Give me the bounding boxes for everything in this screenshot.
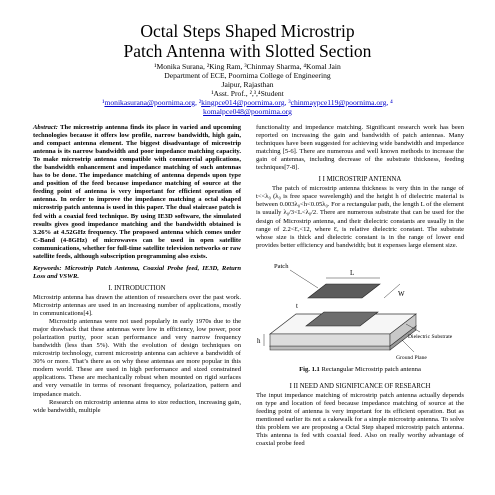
keywords-label: Keywords: bbox=[33, 264, 62, 272]
email-prefix-3: , ³ bbox=[284, 98, 291, 107]
ground-plane-front bbox=[270, 346, 390, 350]
introduction-paragraph-3: Research on microstrip antenna aims to size reduction, increasing gain, wide bandwidth, multiple bbox=[33, 398, 241, 414]
figure-caption-label: Fig. 1.1 bbox=[299, 365, 320, 373]
author-emails-line-2 bbox=[0, 107, 495, 116]
abstract-text: The microstrip antenna finds its place in varied and upcoming technologies because it offers low profile, narrow bandwidth, high gain, and compact antenna element. The biggest disadvantage of microstrip antenna is its narrow bandwidth and poor impedance matching capacity. To make microstrip antenna compatible with commercial applications, the bandwidth enhancement and impedance matching of such antennas has to be done. The impedance matching of antenna depends upon type and position of the feed because impedance matching of source at the feeding point of antenna is very important for efficient operation of antenna. In order to improve the impedance matching a octal shaped microstrip patch antenna is used in this paper. The dual staircase patch is fed with a coaxial feed technique. By using IE3D software, the simulated results gives good impedance matching and the bandwidth obtained is 3.26% at 4.52GHz frequency. The proposed antenna which comes under C-Band (4-8GHz) of microwaves can be used in open satellite communications, whether for full-time satellite television networks or raw satellite feeds, although subscription programming also exists. bbox=[33, 124, 241, 260]
email-link-2[interactable]: kingpce014@poornima.org bbox=[201, 98, 285, 107]
right-paragraph-1: functionality and impedance matching. Significant research work has been reported on increasing the gain and bandwidth of patch antennas. Many techniques have been suggested for achieving wide bandwidth and impedance matching [5-6]. There are numerous and well known methods to increase the gain of antennas, including decrease of the substrate thickness, feeding techniques[7-8]. bbox=[256, 124, 464, 172]
figure-caption bbox=[256, 366, 464, 374]
author-emails-line-1 bbox=[0, 98, 495, 107]
right-paragraph-3: The input impedance matching of microstrip patch antenna actually depends on type and location of feed because impedance matching of source at the feeding point of antenna is very important for its efficient operation. But as mentioned earlier its not a cakewalk for a simple microstrip antenna. To solve this problem we are proposing a Octal Step shaped microstrip patch antenna. This antenna is fed with coaxial feed. Also on really worthy advantage of coaxial probe feed bbox=[256, 391, 464, 448]
paper-title-line-1: Octal Steps Shaped Microstrip bbox=[140, 21, 355, 41]
patch-label: Patch bbox=[274, 262, 289, 270]
author-roles: ¹Asst. Prof., ²,³,⁴Student bbox=[211, 89, 284, 98]
abstract-label: Abstract: bbox=[33, 124, 58, 131]
figure-1-1 bbox=[256, 256, 464, 364]
right-column bbox=[256, 124, 464, 448]
abstract-paragraph bbox=[33, 124, 241, 261]
substrate-label: Dielectric Substrate bbox=[408, 333, 453, 340]
patch-leader-line bbox=[290, 270, 318, 288]
introduction-paragraph-2: Microstrip antennas were not used popularly in early 1970s due to the major drawback that these antennas were low in efficiency, low power, poor polarization purity, poor scan performance and very narrow frequency bandwidth (less than 5%). With the evolution of design techniques on microstrip technology, current microstrip antenna can achieve a bandwidth of 30% or more. That’s there as on why these antennas are more popular in this modern world. These are used in high performance and sized constrained applications. These are mechanically robust when mounted on rigid surfaces and very versatile in terms of resonant frequency, polarization, pattern and impedance match. bbox=[33, 318, 241, 398]
email-link-4[interactable]: komalpce048@poornima.org bbox=[203, 107, 292, 116]
microstrip-antenna-heading: I I MICROSTRIP ANTENNA bbox=[318, 176, 402, 184]
email-prefix-4: , ⁴ bbox=[386, 98, 393, 107]
ground-leader-line bbox=[402, 340, 414, 352]
email-prefix-2: , ² bbox=[195, 98, 202, 107]
dimension-W-label: W bbox=[398, 289, 405, 298]
email-link-1[interactable]: monikasurana@poornima.org bbox=[104, 98, 196, 107]
rectangular-patch-antenna-figure bbox=[256, 256, 464, 364]
substrate-front bbox=[270, 334, 390, 346]
height-h-label: h bbox=[257, 336, 261, 345]
introduction-paragraph-1: Microstrip antenna has drawn the attention of researchers over the past work. Microstrip antennas are used in an increasing number of applications, mostly in communications[4]. bbox=[33, 293, 241, 318]
email-link-3[interactable]: chinmaypce119@poornima.org bbox=[290, 98, 387, 107]
ground-plane-label: Ground Plane bbox=[396, 354, 427, 361]
author-department: Department of ECE, Poornima College of Engineering bbox=[164, 71, 331, 80]
email-prefix-1: ¹ bbox=[102, 98, 105, 107]
patch-raised bbox=[308, 284, 380, 298]
keywords-paragraph bbox=[33, 265, 241, 281]
paper-title-line-2: Patch Antenna with Slotted Section bbox=[123, 41, 372, 61]
dimension-L-label: L bbox=[350, 268, 355, 277]
right-paragraph-2: The patch of microstrip antenna thickness is very thin in the range of t<<λ₀ (λ₀ is free space wavelength) and the height h of dielectric material is between 0.003λ₀<h<0.05λ₀. For a rectangular path, the length L of the element is usually λ₀/3<L<λ₀/2. There are numerous substrate that can be used for the design of Microstrip antenna, and their dielectric constants are usually in the range of 2.2<Ɛᵣ<12, where Ɛᵣ is relative dielectric constant. The substrate whose size is thick and dielectric constant is in the range of lower end provides better efficiency and bandwidth; but it expenses large element size. bbox=[256, 185, 464, 249]
author-names: ¹Monika Surana, ²King Ram, ³Chinmay Sharma, ⁴Komal Jain bbox=[154, 62, 341, 71]
thickness-t-label: t bbox=[296, 301, 298, 310]
introduction-heading: I. INTRODUCTION bbox=[108, 284, 166, 292]
need-significance-heading: I II NEED AND SIGNIFICANCE OF RESEARCH bbox=[289, 382, 431, 390]
left-column bbox=[33, 124, 241, 415]
figure-caption-text: Rectangular Microstrip patch antenna bbox=[319, 365, 421, 373]
author-city: Jaipur, Rajasthan bbox=[221, 80, 274, 89]
keywords-text: Microstrip Patch Antenna, Coaxial Probe feed, IE3D, Return Loss and VSWR. bbox=[33, 264, 241, 280]
